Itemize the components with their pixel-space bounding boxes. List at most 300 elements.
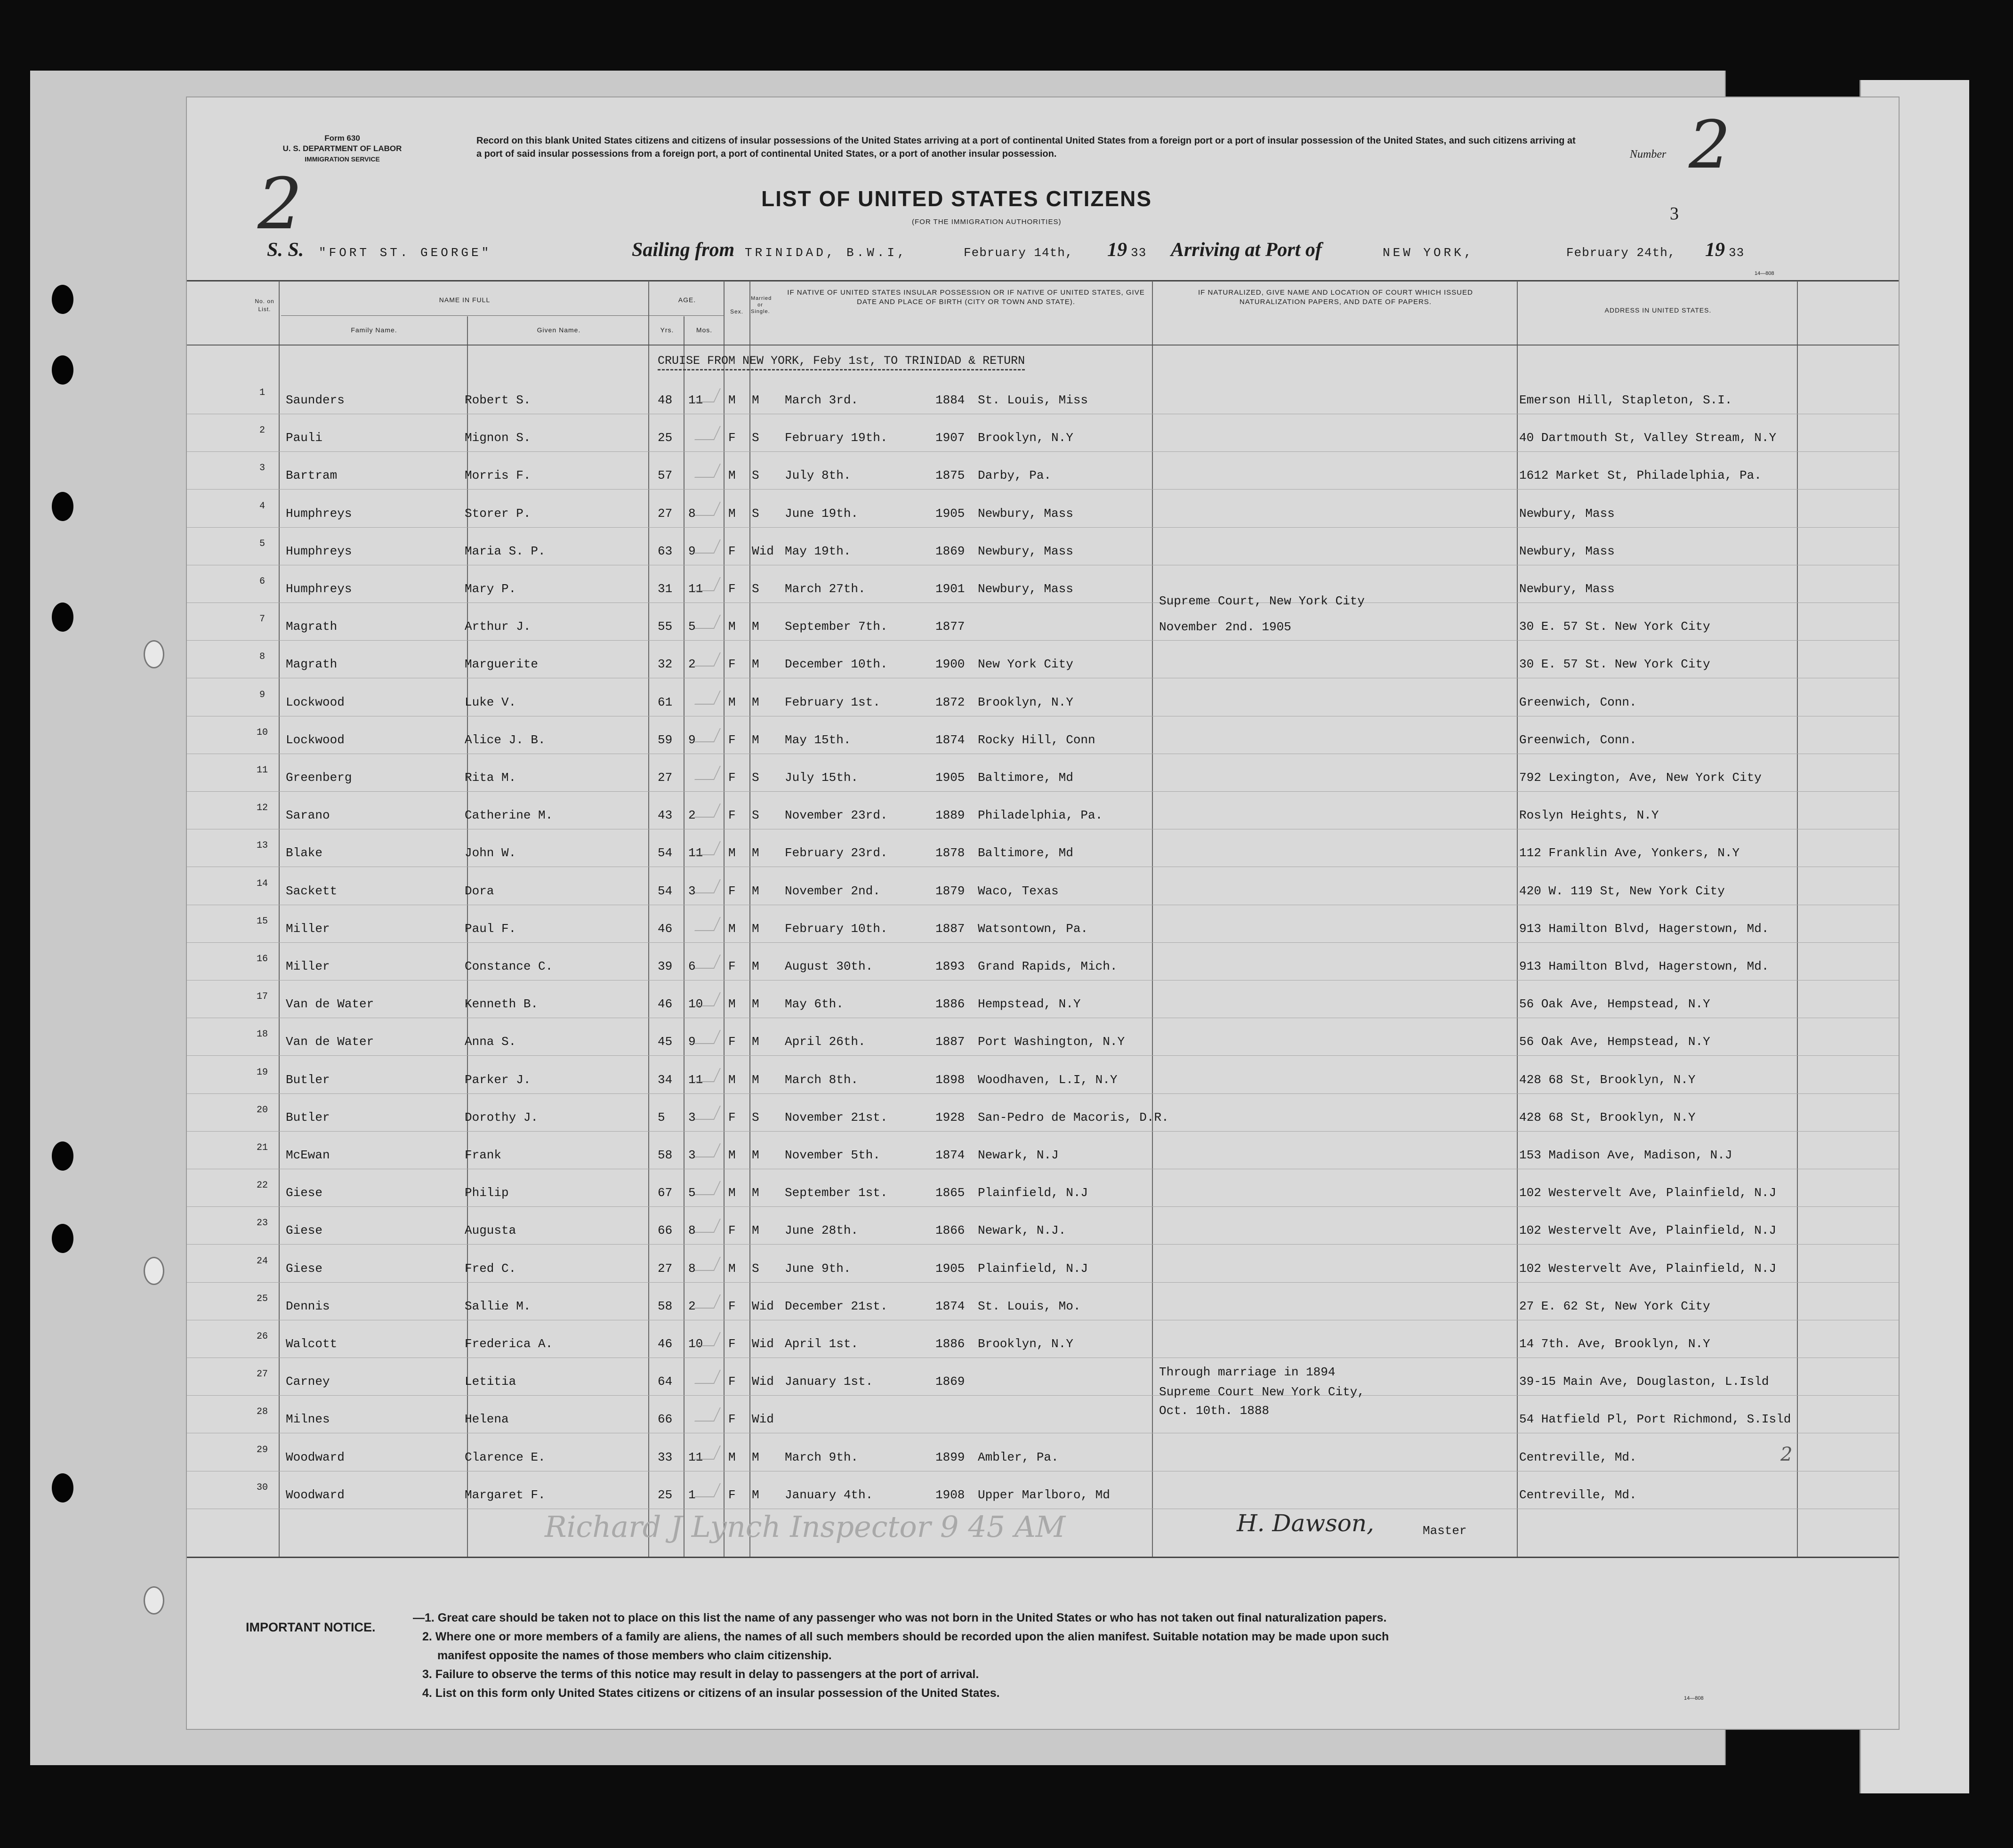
passenger-number: 28 <box>256 1406 268 1418</box>
passenger-number: 27 <box>256 1369 268 1380</box>
margin-mark: 2 <box>1780 1444 1793 1465</box>
age-years: 27 <box>658 771 673 785</box>
age-years: 33 <box>658 1450 673 1464</box>
number-label: Number <box>1630 148 1667 161</box>
birth-year: 1898 <box>935 1072 965 1087</box>
given-name: Philip <box>465 1186 509 1200</box>
age-months: 2 <box>688 1299 696 1313</box>
sex: F <box>728 582 736 596</box>
arriving-year: 33 <box>1729 246 1745 260</box>
column-rule <box>279 281 280 1557</box>
birth-date: September 7th. <box>785 619 888 634</box>
marital-status: M <box>752 393 759 407</box>
birth-place: Hempstead, N.Y <box>978 997 1081 1012</box>
sailing-year-prefix: 19 <box>1107 239 1127 261</box>
number-value: 2 <box>1689 107 1731 184</box>
family-name: Van de Water <box>286 1035 374 1049</box>
family-name: Saunders <box>286 393 345 407</box>
age-years: 5 <box>658 1110 665 1125</box>
birth-place: Newark, N.J <box>978 1148 1059 1162</box>
row-rule <box>187 489 1899 490</box>
age-months: 11 <box>688 1450 703 1464</box>
birth-place: Upper Marlboro, Md <box>978 1487 1110 1502</box>
marital-status: Wid <box>752 1412 774 1427</box>
family-name: Giese <box>286 1186 323 1200</box>
passenger-number: 11 <box>256 765 268 776</box>
inspection-check-mark <box>694 1257 721 1271</box>
age-months: 8 <box>688 1261 696 1276</box>
arriving-year-prefix: 19 <box>1705 239 1725 261</box>
inspection-check-mark <box>694 917 721 931</box>
address: Newbury, Mass <box>1519 582 1615 596</box>
marital-status: M <box>752 997 759 1012</box>
passenger-number: 8 <box>259 651 265 663</box>
marital-status: M <box>752 884 759 898</box>
given-name: Constance C. <box>465 959 553 973</box>
passenger-number: 6 <box>259 576 265 587</box>
family-name: Woodward <box>286 1450 345 1464</box>
family-name: Bartram <box>286 468 338 483</box>
given-name: Catherine M. <box>465 808 553 823</box>
column-rule <box>1152 281 1153 1557</box>
sailing-date: February 14th, <box>964 246 1073 260</box>
passenger-number: 26 <box>256 1331 268 1342</box>
birth-date: April 26th. <box>785 1035 866 1049</box>
passenger-number: 29 <box>256 1444 268 1455</box>
sailing-year: 33 <box>1131 246 1147 260</box>
age-months: 6 <box>688 959 696 973</box>
age-years: 25 <box>658 431 673 445</box>
header-no-on-list: No. on List. <box>255 298 274 313</box>
age-months: 3 <box>688 1110 696 1125</box>
given-name: Maria S. P. <box>465 544 546 558</box>
address: 102 Westervelt Ave, Plainfield, N.J <box>1519 1186 1777 1200</box>
birth-place: Newbury, Mass <box>978 544 1073 558</box>
cruise-note: CRUISE FROM NEW YORK, Feby 1st, TO TRINIDAD & RETURN <box>658 354 1025 370</box>
given-name: Kenneth B. <box>465 997 539 1012</box>
corner-mark: 3 <box>1670 204 1679 224</box>
age-years: 46 <box>658 997 673 1012</box>
important-notice-item-2: 2. Where one or more members of a family are aliens, the names of all such members should be recorded upon the alien manifest. Suitable notation may be made upon such <box>422 1630 1389 1643</box>
column-rule <box>724 281 725 1557</box>
age-months: 11 <box>688 393 703 407</box>
marital-status: Wid <box>752 544 774 558</box>
marital-status: M <box>752 1035 759 1049</box>
row-rule <box>187 1093 1899 1094</box>
birth-place: Newbury, Mass <box>978 582 1073 596</box>
address: 420 W. 119 St, New York City <box>1519 884 1725 898</box>
age-months: 5 <box>688 619 696 634</box>
birth-year: 1872 <box>935 695 965 709</box>
birth-place: Newbury, Mass <box>978 506 1073 521</box>
age-years: 27 <box>658 1261 673 1276</box>
birth-year: 1869 <box>935 544 965 558</box>
birth-place: Grand Rapids, Mich. <box>978 959 1118 973</box>
birth-date: March 27th. <box>785 582 866 596</box>
row-rule <box>187 640 1899 641</box>
marital-status: S <box>752 1261 759 1276</box>
manifest-page <box>186 96 1900 1730</box>
page-subtitle: (FOR THE IMMIGRATION AUTHORITIES) <box>912 218 1062 226</box>
marital-status: M <box>752 619 759 634</box>
address: Newbury, Mass <box>1519 544 1615 558</box>
marital-status: Wid <box>752 1337 774 1351</box>
column-rule <box>1797 281 1798 1557</box>
birth-date: February 23rd. <box>785 846 888 860</box>
row-rule <box>187 451 1899 452</box>
inspection-check-mark <box>694 539 721 554</box>
marital-status: M <box>752 1487 759 1502</box>
family-name: Humphreys <box>286 544 352 558</box>
given-name: Mary P. <box>465 582 516 596</box>
passenger-number: 25 <box>256 1293 268 1304</box>
inspection-check-mark <box>694 1106 721 1120</box>
birth-year: 1874 <box>935 1148 965 1162</box>
birth-place: Philadelphia, Pa. <box>978 808 1103 823</box>
inspection-check-mark <box>694 1181 721 1195</box>
sex: F <box>728 1487 736 1502</box>
marital-status: S <box>752 582 759 596</box>
family-name: Sackett <box>286 884 338 898</box>
birth-place: Newark, N.J. <box>978 1223 1066 1238</box>
address: 30 E. 57 St. New York City <box>1519 657 1710 672</box>
inspection-check-mark <box>694 1407 721 1422</box>
important-notice-item-2-cont: manifest opposite the names of those members who claim citizenship. <box>437 1649 832 1662</box>
sex: M <box>728 393 736 407</box>
inspection-check-mark <box>694 652 721 667</box>
family-name: Lockwood <box>286 732 345 747</box>
birth-year: 1893 <box>935 959 965 973</box>
row-rule <box>187 1131 1899 1132</box>
passenger-number: 18 <box>256 1029 268 1040</box>
form-number: Form 630 <box>324 134 360 143</box>
birth-place: St. Louis, Miss <box>978 393 1088 407</box>
passenger-number: 30 <box>256 1482 268 1493</box>
row-rule <box>187 1206 1899 1207</box>
passenger-number: 12 <box>256 803 268 814</box>
age-months: 10 <box>688 1337 703 1351</box>
sex: F <box>728 959 736 973</box>
sex: F <box>728 1223 736 1238</box>
passenger-number: 23 <box>256 1218 268 1229</box>
passenger-number: 13 <box>256 840 268 852</box>
address: 792 Lexington, Ave, New York City <box>1519 771 1762 785</box>
master-label: Master <box>1423 1524 1467 1538</box>
header-married-single: Married or Single. <box>751 296 772 314</box>
binder-ring-hole <box>144 640 164 668</box>
family-name: Butler <box>286 1110 330 1125</box>
birth-date: June 9th. <box>785 1261 851 1276</box>
important-notice-item-4: 4. List on this form only United States citizens or citizens of an insular possession of the United States. <box>422 1687 1000 1700</box>
sailing-port: TRINIDAD, B.W.I, <box>745 246 908 260</box>
binder-hole <box>52 285 73 314</box>
arriving-date: February 24th, <box>1566 246 1676 260</box>
master-signature: H. Dawson, <box>1237 1510 1374 1537</box>
family-name: Blake <box>286 846 323 860</box>
inspection-check-mark <box>694 1068 721 1082</box>
sex: M <box>728 846 736 860</box>
birth-date: November 23rd. <box>785 808 888 823</box>
birth-date: March 8th. <box>785 1072 859 1087</box>
given-name: Anna S. <box>465 1035 516 1049</box>
row-rule <box>187 1244 1899 1245</box>
birth-year: 1905 <box>935 506 965 521</box>
table-bottom-rule <box>187 1557 1899 1558</box>
address: 40 Dartmouth St, Valley Stream, N.Y <box>1519 431 1777 445</box>
family-name: Lockwood <box>286 695 345 709</box>
row-rule <box>187 1282 1899 1283</box>
sex: F <box>728 808 736 823</box>
family-name: Sarano <box>286 808 330 823</box>
marital-status: S <box>752 506 759 521</box>
passenger-number: 21 <box>256 1142 268 1153</box>
inspection-check-mark <box>694 766 721 780</box>
birth-date: January 1st. <box>785 1374 873 1389</box>
birth-year: 1905 <box>935 771 965 785</box>
birth-year: 1887 <box>935 1035 965 1049</box>
birth-year: 1866 <box>935 1223 965 1238</box>
sex: F <box>728 1412 736 1427</box>
birth-place: Woodhaven, L.I, N.Y <box>978 1072 1118 1087</box>
header-birth-info: IF NATIVE OF UNITED STATES INSULAR POSSESSION OR IF NATIVE OF UNITED STATES, GIVE DATE AND PLACE OF BIRTH (CITY OR TOWN AND STATE). <box>787 289 1145 306</box>
arriving-port: NEW YORK, <box>1383 246 1474 260</box>
address: 153 Madison Ave, Madison, N.J <box>1519 1148 1732 1162</box>
binder-hole <box>52 603 73 632</box>
sex: M <box>728 1186 736 1200</box>
given-name: Augusta <box>465 1223 516 1238</box>
sheet-number-handwritten: 2 <box>258 163 303 245</box>
birth-place: New York City <box>978 657 1073 672</box>
birth-date: April 1st. <box>785 1337 859 1351</box>
birth-place: Plainfield, N.J <box>978 1186 1088 1200</box>
address: 27 E. 62 St, New York City <box>1519 1299 1710 1313</box>
marital-status: M <box>752 921 759 936</box>
sex: M <box>728 695 736 709</box>
given-name: John W. <box>465 846 516 860</box>
inspection-check-mark <box>694 1143 721 1157</box>
birth-date: March 9th. <box>785 1450 859 1464</box>
passenger-number: 20 <box>256 1104 268 1116</box>
binder-ring-hole <box>144 1257 164 1285</box>
given-name: Letitia <box>465 1374 516 1389</box>
family-name: Milnes <box>286 1412 330 1427</box>
marital-status: M <box>752 1186 759 1200</box>
birth-date: July 8th. <box>785 468 851 483</box>
age-years: 63 <box>658 544 673 558</box>
sex: F <box>728 1110 736 1125</box>
important-notice-label: IMPORTANT NOTICE. <box>246 1620 376 1634</box>
row-rule <box>187 942 1899 943</box>
address: Roslyn Heights, N.Y <box>1519 808 1659 823</box>
marital-status: S <box>752 468 759 483</box>
sex: M <box>728 506 736 521</box>
inspection-check-mark <box>694 841 721 855</box>
passenger-number: 16 <box>256 954 268 964</box>
birth-date: June 28th. <box>785 1223 859 1238</box>
given-name: Fred C. <box>465 1261 516 1276</box>
inspection-check-mark <box>694 1294 721 1309</box>
family-name: Butler <box>286 1072 330 1087</box>
passenger-number: 2 <box>259 425 265 436</box>
birth-date: June 19th. <box>785 506 859 521</box>
inspection-check-mark <box>694 955 721 969</box>
given-name: Rita M. <box>465 771 516 785</box>
given-name: Morris F. <box>465 468 531 483</box>
passenger-number: 14 <box>256 878 268 889</box>
given-name: Arthur J. <box>465 619 531 634</box>
passenger-number: 10 <box>256 727 268 738</box>
row-rule <box>187 791 1899 792</box>
passenger-number: 17 <box>256 991 268 1003</box>
inspection-check-mark <box>694 388 721 402</box>
given-name: Clarence E. <box>465 1450 546 1464</box>
age-years: 48 <box>658 393 673 407</box>
birth-date: May 19th. <box>785 544 851 558</box>
birth-date: July 15th. <box>785 771 859 785</box>
marital-status: M <box>752 732 759 747</box>
family-name: Pauli <box>286 431 323 445</box>
address: 428 68 St, Brooklyn, N.Y <box>1519 1110 1696 1125</box>
address: 56 Oak Ave, Hempstead, N.Y <box>1519 997 1710 1012</box>
given-name: Dorothy J. <box>465 1110 539 1125</box>
family-name: Magrath <box>286 657 338 672</box>
ship-name: "FORT ST. GEORGE" <box>319 246 492 260</box>
sex: M <box>728 1072 736 1087</box>
birth-year: 1877 <box>935 619 965 634</box>
birth-year: 1869 <box>935 1374 965 1389</box>
passenger-number: 7 <box>259 614 265 625</box>
address: 913 Hamilton Blvd, Hagerstown, Md. <box>1519 959 1769 973</box>
family-name: Humphreys <box>286 506 352 521</box>
marital-status: M <box>752 1223 759 1238</box>
birth-place: Darby, Pa. <box>978 468 1052 483</box>
age-years: 59 <box>658 732 673 747</box>
age-months: 11 <box>688 846 703 860</box>
address: 14 7th. Ave, Brooklyn, N.Y <box>1519 1337 1710 1351</box>
naturalization-note-milnes-2: Oct. 10th. 1888 <box>1159 1404 1270 1418</box>
passenger-number: 3 <box>259 463 265 474</box>
sex: F <box>728 1035 736 1049</box>
birth-place: Baltimore, Md <box>978 771 1073 785</box>
header-age: AGE. <box>678 296 696 304</box>
header-naturalization: IF NATURALIZED, GIVE NAME AND LOCATION OF COURT WHICH ISSUED NATURALIZATION PAPERS, AND DATE OF PAPERS. <box>1198 289 1473 306</box>
age-months: 5 <box>688 1186 696 1200</box>
important-notice-item-1: —1. Great care should be taken not to place on this list the name of any passenger who was not born in the United States or who has not taken out final naturalization papers. <box>413 1611 1387 1624</box>
birth-date: November 21st. <box>785 1110 888 1125</box>
birth-year: 1884 <box>935 393 965 407</box>
inspection-check-mark <box>694 615 721 629</box>
sex: M <box>728 1450 736 1464</box>
address: 54 Hatfield Pl, Port Richmond, S.Isld <box>1519 1412 1791 1427</box>
family-name: Van de Water <box>286 997 374 1012</box>
sex: M <box>728 921 736 936</box>
naturalization-note-carney: Through marriage in 1894 <box>1159 1365 1336 1379</box>
age-years: 45 <box>658 1035 673 1049</box>
binder-hole <box>52 492 73 521</box>
family-name: Giese <box>286 1223 323 1238</box>
given-name: Luke V. <box>465 695 516 709</box>
age-years: 61 <box>658 695 673 709</box>
passenger-number: 15 <box>256 916 268 927</box>
header-sub-rule <box>281 315 724 316</box>
birth-year: 1908 <box>935 1487 965 1502</box>
birth-year: 1865 <box>935 1186 965 1200</box>
marital-status: Wid <box>752 1299 774 1313</box>
age-years: 32 <box>658 657 673 672</box>
family-name: Miller <box>286 959 330 973</box>
birth-year: 1878 <box>935 846 965 860</box>
age-years: 31 <box>658 582 673 596</box>
age-years: 58 <box>658 1299 673 1313</box>
binder-hole <box>52 1141 73 1171</box>
sex: M <box>728 468 736 483</box>
header-address: ADDRESS IN UNITED STATES. <box>1604 306 1712 314</box>
address: 39-15 Main Ave, Douglaston, L.Isld <box>1519 1374 1769 1389</box>
naturalization-note-magrath-1: Supreme Court, New York City <box>1159 594 1365 608</box>
birth-year: 1887 <box>935 921 965 936</box>
sex: M <box>728 1261 736 1276</box>
header-name-in-full: NAME IN FULL <box>439 296 491 304</box>
address: 56 Oak Ave, Hempstead, N.Y <box>1519 1035 1710 1049</box>
age-years: 54 <box>658 884 673 898</box>
birth-year: 1899 <box>935 1450 965 1464</box>
birth-year: 1879 <box>935 884 965 898</box>
birth-year: 1886 <box>935 997 965 1012</box>
birth-date: February 1st. <box>785 695 880 709</box>
inspection-check-mark <box>694 1332 721 1346</box>
age-years: 25 <box>658 1487 673 1502</box>
given-name: Mignon S. <box>465 431 531 445</box>
sex: F <box>728 431 736 445</box>
address: 102 Westervelt Ave, Plainfield, N.J <box>1519 1223 1777 1238</box>
birth-date: August 30th. <box>785 959 873 973</box>
address: Newbury, Mass <box>1519 506 1615 521</box>
row-rule <box>187 527 1899 528</box>
marital-status: M <box>752 695 759 709</box>
age-months: 2 <box>688 808 696 823</box>
birth-year: 1874 <box>935 732 965 747</box>
address: Greenwich, Conn. <box>1519 732 1637 747</box>
age-months: 8 <box>688 1223 696 1238</box>
address: 102 Westervelt Ave, Plainfield, N.J <box>1519 1261 1777 1276</box>
address: Centreville, Md. <box>1519 1450 1637 1464</box>
inspection-check-mark <box>694 992 721 1006</box>
birth-year: 1900 <box>935 657 965 672</box>
age-years: 55 <box>658 619 673 634</box>
sailing-label: Sailing from <box>632 239 735 261</box>
birth-year: 1928 <box>935 1110 965 1125</box>
given-name: Dora <box>465 884 494 898</box>
age-months: 11 <box>688 1072 703 1087</box>
page-title: LIST OF UNITED STATES CITIZENS <box>761 186 1152 211</box>
birth-year: 1889 <box>935 808 965 823</box>
birth-place: Baltimore, Md <box>978 846 1073 860</box>
age-months: 9 <box>688 544 696 558</box>
naturalization-note-milnes-1: Supreme Court New York City, <box>1159 1385 1365 1399</box>
birth-date: November 2nd. <box>785 884 880 898</box>
given-name: Margaret F. <box>465 1487 546 1502</box>
marital-status: M <box>752 1450 759 1464</box>
birth-date: January 4th. <box>785 1487 873 1502</box>
address: 428 68 St, Brooklyn, N.Y <box>1519 1072 1696 1087</box>
address: Greenwich, Conn. <box>1519 695 1637 709</box>
birth-place: Waco, Texas <box>978 884 1059 898</box>
header-sex: Sex. <box>730 308 743 315</box>
birth-place: Brooklyn, N.Y <box>978 1337 1073 1351</box>
family-name: Dennis <box>286 1299 330 1313</box>
sex: F <box>728 1299 736 1313</box>
family-name: Greenberg <box>286 771 352 785</box>
